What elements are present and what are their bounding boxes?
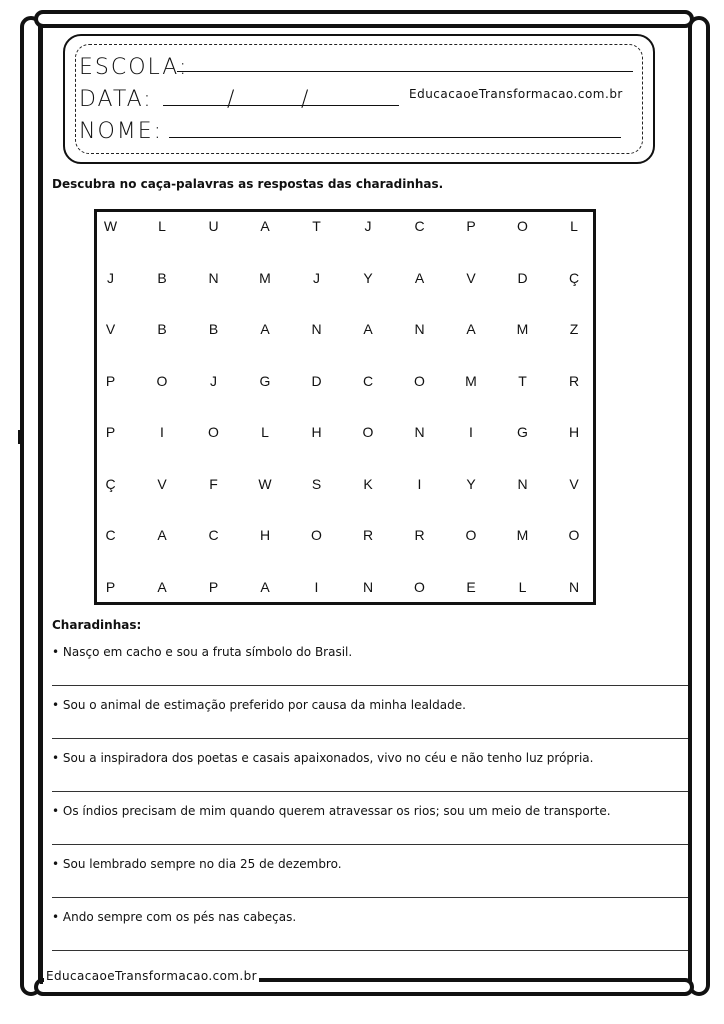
date-slash-1: / [227,87,235,112]
riddle-text: • Sou a inspiradora dos poetas e casais apaixonados, vivo no céu e não tenho luz própria. [52,751,594,765]
grid-letter[interactable]: A [466,321,476,337]
grid-letter[interactable]: K [363,475,373,492]
grid-letter[interactable]: A [363,321,373,337]
answer-line[interactable] [52,685,688,686]
grid-letter[interactable]: V [569,475,579,492]
grid-row [97,418,593,468]
grid-letter[interactable]: O [465,527,477,543]
date-slash-2: / [301,87,309,112]
grid-letter[interactable]: O [311,527,322,543]
grid-row [97,264,593,314]
answer-line[interactable] [52,791,688,792]
grid-letter[interactable]: U [208,218,219,234]
grid-letter[interactable]: L [570,218,578,234]
grid-letter[interactable]: M [516,321,529,337]
riddles-title: Charadinhas: [52,618,142,632]
grid-letter[interactable]: N [568,578,580,595]
grid-letter[interactable]: M [465,372,477,389]
grid-letter[interactable]: N [414,321,425,337]
grid-letter[interactable]: N [311,321,322,337]
page-frame-right [688,16,710,996]
grid-letter[interactable]: N [414,424,425,440]
school-row [79,50,639,80]
grid-letter[interactable]: D [517,269,528,286]
grid-letter[interactable]: Z [569,321,579,337]
grid-letter[interactable]: E [466,578,476,595]
grid-letter[interactable]: H [259,527,271,543]
riddle-text: • Os índios precisam de mim quando querem atravessar os rios; sou um meio de transporte. [52,804,611,818]
name-field[interactable] [169,137,621,138]
date-row [79,82,419,112]
grid-row [97,212,593,262]
grid-letter[interactable]: A [260,218,270,234]
grid-letter[interactable]: R [568,372,580,389]
grid-letter[interactable]: J [210,372,217,389]
grid-row [97,470,593,520]
grid-letter[interactable]: V [466,269,476,286]
grid-letter[interactable]: Y [466,475,476,492]
grid-letter[interactable]: O [414,578,425,595]
grid-letter[interactable]: O [362,424,374,440]
grid-letter[interactable]: I [469,424,473,440]
date-label: DATA: [79,87,153,112]
footer-website: EducacaoeTransformacao.com.br [46,969,257,983]
grid-letter[interactable]: A [157,578,167,595]
grid-letter[interactable]: P [208,578,219,595]
grid-row [97,315,593,365]
instruction-text: Descubra no caça-palavras as respostas das charadinhas. [52,177,444,191]
grid-letter[interactable]: O [414,372,425,389]
grid-letter[interactable]: A [260,578,270,595]
grid-letter[interactable]: L [261,424,269,440]
name-row [79,114,639,144]
grid-letter[interactable]: T [312,218,321,234]
grid-letter[interactable]: C [414,218,425,234]
riddle-text: • Nasço em cacho e sou a fruta símbolo do Brasil. [52,645,353,659]
grid-letter[interactable]: G [517,424,528,440]
student-info-box [63,34,655,164]
grid-letter[interactable]: J [364,218,372,234]
grid-letter[interactable]: F [209,475,218,492]
answer-line[interactable] [52,738,688,739]
page-frame-inner-left [40,26,43,984]
grid-letter[interactable]: Y [363,269,373,286]
grid-letter[interactable]: C [105,527,116,543]
grid-letter[interactable]: D [311,372,322,389]
grid-letter[interactable]: V [105,321,116,337]
grid-letter[interactable]: N [362,578,374,595]
grid-letter[interactable]: L [158,218,166,234]
grid-letter[interactable]: J [313,269,320,286]
grid-letter[interactable]: I [417,475,422,492]
grid-letter[interactable]: C [362,372,374,389]
grid-letter[interactable]: R [414,527,425,543]
grid-letter[interactable]: P [105,578,116,595]
grid-letter[interactable]: O [517,218,528,234]
grid-letter[interactable]: Ç [105,475,116,492]
grid-letter[interactable]: B [208,321,219,337]
grid-letter[interactable]: A [260,321,270,337]
answer-line[interactable] [52,897,688,898]
grid-letter[interactable]: P [105,424,116,440]
grid-letter[interactable]: L [518,578,527,595]
riddle-text: • Sou lembrado sempre no dia 25 de dezembro. [52,857,342,871]
grid-letter[interactable]: Ç [568,269,580,286]
grid-letter[interactable]: W [258,475,272,492]
grid-letter[interactable]: W [103,218,118,234]
school-field[interactable] [177,71,633,72]
grid-letter[interactable]: G [259,372,271,389]
grid-letter[interactable]: J [107,269,114,286]
grid-row [97,521,593,571]
grid-letter[interactable]: O [156,372,168,389]
header-website: EducacaoeTransformacao.com.br [409,87,623,101]
grid-row [97,573,593,623]
grid-letter[interactable]: M [259,269,271,286]
riddle-text: • Sou o animal de estimação preferido por causa da minha lealdade. [52,698,466,712]
grid-letter[interactable]: R [362,527,374,543]
grid-letter[interactable]: N [208,269,219,286]
grid-letter[interactable]: H [311,424,322,440]
grid-letter[interactable]: S [311,475,322,492]
answer-line[interactable] [52,844,688,845]
name-label: NOME: [79,119,164,144]
grid-row [97,367,593,417]
grid-letter[interactable]: N [517,475,528,492]
grid-letter[interactable]: I [160,424,164,440]
riddle-text: • Ando sempre com os pés nas cabeças. [52,910,297,924]
grid-letter[interactable]: O [568,527,580,543]
page-frame-left [20,16,42,996]
grid-letter[interactable]: C [208,527,219,543]
grid-letter[interactable]: H [568,424,580,440]
grid-letter[interactable]: M [516,527,529,543]
date-field[interactable] [163,105,399,106]
grid-letter[interactable]: B [157,321,167,337]
answer-line[interactable] [52,950,688,951]
grid-letter[interactable]: P [466,218,476,234]
school-label: ESCOLA: [79,55,189,80]
grid-letter[interactable]: A [414,269,425,286]
word-search-grid [94,209,596,605]
grid-letter[interactable]: I [314,578,319,595]
grid-letter[interactable]: A [157,527,167,543]
grid-letter[interactable]: B [157,269,167,286]
page-frame-mark [18,430,22,444]
grid-letter[interactable]: O [208,424,219,440]
grid-letter[interactable]: T [518,372,527,389]
grid-letter[interactable]: V [157,475,167,492]
grid-letter[interactable]: P [105,372,116,389]
page-frame-top [34,10,694,28]
